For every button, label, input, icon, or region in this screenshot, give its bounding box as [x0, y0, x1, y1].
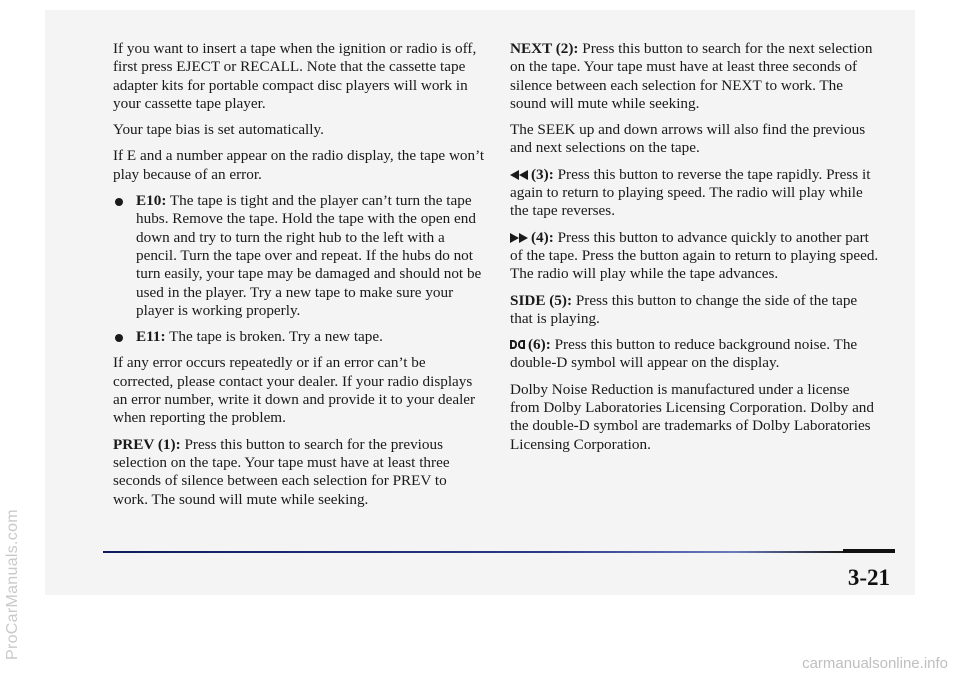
next-paragraph	[510, 40, 882, 113]
prev-label: PREV (1):	[113, 435, 181, 453]
side-paragraph	[510, 292, 882, 329]
insert-tape-paragraph: If you want to insert a tape when the ignition or radio is off, first press EJECT or RECALL. Note that the cassette tape adapter kits for portable compact disc players will work in your cassette tape player.	[113, 40, 477, 112]
rewind-label: (3):	[531, 165, 554, 183]
side-text: Press this button to change the side of the tape that is playing.	[510, 291, 858, 327]
seek-paragraph: The SEEK up and down arrows will also find the previous and next selections on the tape.	[510, 121, 866, 157]
footer-rule	[103, 551, 846, 553]
e10-label: E10:	[136, 192, 167, 210]
dolby-license-paragraph: Dolby Noise Reduction is manufactured under a license from Dolby Laboratories Licensing Corporation. Dolby and the double-D symbol are trademarks of Dolby Laboratories Licensing Corporation.	[510, 380, 874, 453]
error-e11-item	[113, 328, 485, 346]
side-label: SIDE (5):	[510, 291, 573, 309]
dolby-icon	[510, 340, 525, 349]
right-column	[510, 40, 882, 462]
e10-text: The tape is tight and the player can’t turn the tape hubs. Remove the tape. Hold the tape with the open end down and try to turn the right hub to the left with a pencil. Turn the tape over and repeat. If the hubs do not turn easily, your tape may be damaged and should not be used in the player. Try a new tape to make sure your player is working properly.	[136, 192, 482, 319]
rewind-text: Press this button to reverse the tape rapidly. Press it again to return to playing speed. The radio will play while the tape reverses.	[510, 165, 871, 220]
footer-rule-accent	[843, 549, 895, 553]
fast-forward-text: Press this button to advance quickly to another part of the tape. Press the button again to return to playing speed. The radio will play while the tape advances.	[510, 228, 879, 283]
fast-forward-label: (4):	[531, 228, 554, 246]
rewind-paragraph	[510, 166, 882, 221]
page-number: 3-21	[847, 565, 890, 590]
e11-label: E11:	[136, 328, 166, 346]
error-intro-paragraph: If E and a number appear on the radio display, the tape won’t play because of an error.	[113, 147, 485, 183]
bullet-icon	[115, 334, 123, 342]
dolby-text: Press this button to reduce background noise. The double-D symbol will appear on the display.	[510, 336, 858, 372]
rewind-icon	[510, 170, 528, 180]
error-e10-item	[113, 192, 485, 320]
dolby-label: (6):	[528, 336, 551, 354]
next-label: NEXT (2):	[510, 40, 579, 57]
e11-text: The tape is broken. Try a new tape.	[169, 328, 383, 346]
prev-text: Press this button to search for the previous selection on the tape. Your tape must have at least three seconds of silence between each selection for PREV to work. The sound will mute while seeking.	[113, 435, 450, 508]
prev-paragraph	[113, 436, 485, 509]
side-watermark: ProCarManuals.com	[4, 509, 21, 660]
dolby-paragraph	[510, 336, 882, 373]
footer-watermark: carmanualsonline.info	[802, 655, 948, 672]
repeated-error-paragraph: If any error occurs repeatedly or if an error can’t be corrected, please contact your dealer. If your radio displays an error number, write it down and provide it to your dealer when reporting the problem.	[113, 354, 476, 427]
bullet-icon	[115, 198, 123, 206]
fast-forward-paragraph	[510, 229, 882, 284]
tape-bias-paragraph: Your tape bias is set automatically.	[113, 121, 324, 139]
fast-forward-icon	[510, 233, 528, 243]
left-column	[113, 40, 485, 517]
next-text: Press this button to search for the next selection on the tape. Your tape must have at least three seconds of silence between each selection for NEXT to work. The sound will mute while seeking.	[510, 40, 873, 112]
